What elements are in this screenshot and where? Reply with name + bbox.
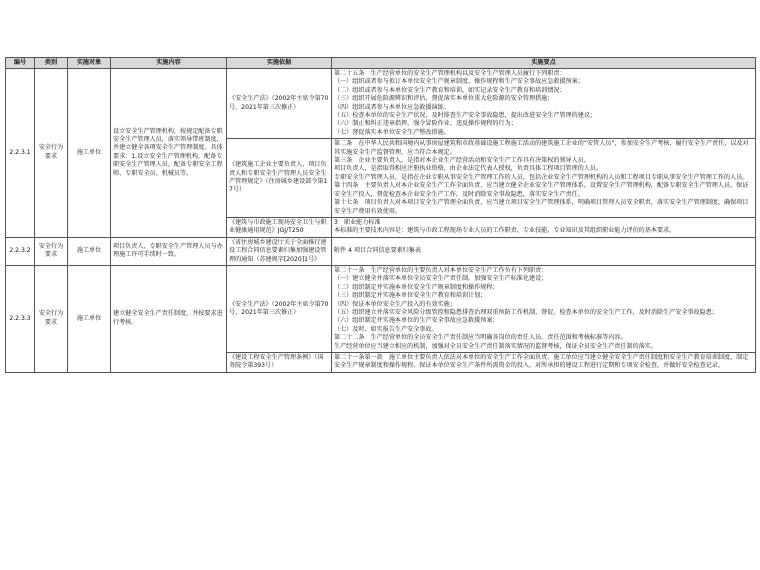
row-points [332,265,756,352]
point-line: 第二十五条 生产经营单位的安全生产管理机构以及安全生产管理人员履行下列职责： [334,70,566,77]
point-line: （六）制止和纠正违章指挥、强令冒险作业、违反操作规程的行为； [334,120,517,128]
row-category: 安全行为要求 [35,265,68,372]
row-category: 安全行为要求 [35,69,68,238]
table-row [6,69,756,139]
point-line: （五）组织建立并落实安全风险分级管控和隐患排查治理双重预防工作机制，督促、检查本单位的安全生产工作，及时消除生产安全事故隐患； [334,308,718,316]
point-line: 第二十一条 生产经营单位的主要负责人对本单位安全生产工作负有下列职责： [334,266,548,274]
header-target: 实施对象 [68,58,111,69]
row-points [332,139,756,218]
point-line: 第二条 在中华人民共和国境内从事房屋建筑和市政基础设施工程施工活动的建筑施工企业的“安管人员”，参加安全生产考核，履行安全生产责任，以及对其实施安全生产监督管理，应当符合本规定。 [334,140,749,156]
point-line: 第十七条 项目负责人对本项目安全生产管理全面负责，应当建立项目安全生产管理体系，明确项目管理人员安全职责，落实安全生产管理制度，确保项目安全生产费用有效使用。 [334,199,749,215]
point-line: 3 职业能力标准 [334,218,381,226]
point-line: 附件 4 项目合同信息要素归集表 [334,247,421,255]
table-row [6,265,756,352]
row-basis: 《建设工程安全生产管理条例》（国务院令第393号） [227,353,332,373]
row-points [332,237,756,265]
standard-table-container [5,57,755,373]
point-line: 生产经营单位应当建立相应的机制，加强对全员安全生产责任制落实情况的监督考核，保证全员安全生产责任制的落实。 [334,342,657,350]
header-content: 实施内容 [111,58,227,69]
row-basis: 《建筑施工企业主要负责人、项目负责人和专职安全生产管理人员安全生产管理规定》（住房城乡建设部令第17号） [227,139,332,218]
row-basis: 《安全生产法》（2002年主席令第70号，2021年第三次修正） [227,265,332,352]
header-basis: 实施依据 [227,58,332,69]
row-content: 设立安全生产管理机构，按规定配备专职安全生产管理人员，落实领导带班制度，并建立健全各项安全生产管理制度。具体要求：1.设立安全生产管理机构，配备专职安全生产管理人员，配备专职安全工程师、专职安全员、机械员等。 [111,69,227,238]
row-code: 2.2.3.3 [6,265,35,372]
point-line: （一）组织或者参与拟订本单位安全生产规章制度、操作规程和生产安全事故应急救援预案； [334,78,584,86]
point-line: 本标准的主要技术内容是：建筑与市政工程现场专业人员的工作职责、专业技能、专业知识及其组织职业能力评价的基本要求。 [334,227,676,235]
point-line: （四）保证本单位安全生产投入的有效实施； [334,300,456,308]
header-code: 编号 [6,58,35,69]
point-line: （一）建立健全并落实本单位全员安全生产责任制，加强安全生产标准化建设； [334,275,548,283]
point-line: 第三条 企业主要负责人，是指对本企业生产经营活动和安全生产工作具有决策权的领导人员。 [334,157,590,165]
point-line: 项目负责人，是指取得相应注册执业资格，由企业法定代表人授权，负责具体工程项目管理的人员。 [334,165,603,173]
point-line: （四）组织或者参与本单位应急救援演练； [334,103,450,111]
row-content: 建立健全安全生产责任制度，并按要求进行考核。 [111,265,227,372]
row-code: 2.2.3.2 [6,237,35,265]
point-line: （二）组织或者参与本单位安全生产教育和培训，如实记录安全生产教育和培训情况； [334,86,566,94]
safety-requirements-table [5,57,756,373]
point-line: （二）组织制定并实施本单位安全生产规章制度和操作规程； [334,283,499,291]
point-line: （七）督促落实本单位安全生产整改措施。 [334,128,450,136]
point-line: （六）组织制定并实施本单位的生产安全事故应急救援预案； [334,317,499,325]
row-target: 施工单位 [68,265,111,372]
row-category: 安全行为要求 [35,237,68,265]
table-header-row [6,58,756,69]
row-points [332,69,756,139]
point-line: （三）组织制定并实施本单位安全生产教育和培训计划； [334,292,487,300]
table-body [6,69,756,373]
point-line: 第二十一条第一款 施工单位主要负责人依法对本单位的安全生产工作全面负责。施工单位应当建立健全安全生产责任制度和安全生产教育培训制度，制定安全生产规章制度和操作规程，保证本单位安全生产条件所需资金的投入，对所承担的建设工程进行定期和专项安全检查，并做好安全检查记录。 [334,354,749,370]
point-line: 第十四条 主要负责人对本企业安全生产工作全面负责，应当建立健全企业安全生产管理体系，设置安全生产管理机构，配备专职安全生产管理人员，保证安全生产投入，督促检查本企业安全生产工作，及时消除安全事故隐患，落实安全生产责任。 [334,182,749,198]
row-basis: 《省住房城乡建设厅关于全面推行建设工程合同信息要素归集加强建设管理的通知（苏建规字[2020]1号》 [227,237,332,265]
point-line: （七）及时、如实报告生产安全事故。 [334,325,438,333]
row-code: 2.2.3.1 [6,69,35,238]
point-line: （五）检查本单位的安全生产状况，及时排查生产安全事故隐患，提出改进安全生产管理的建议； [334,112,597,120]
header-points: 实施要点 [332,58,756,69]
row-points [332,217,756,237]
row-points [332,353,756,373]
header-category: 类别 [35,58,68,69]
table-row [6,237,756,265]
row-content: 项目负责人、专职安全生产管理人员与办理施工许可手续时一致。 [111,237,227,265]
row-basis: 《安全生产法》（2002年主席令第70号，2021年第三次修正） [227,69,332,139]
point-line: （三）组织开展危险源辨识和评估，督促落实本单位重大危险源的安全管理措施； [334,95,554,103]
row-target: 施工单位 [68,69,111,238]
row-basis: 《建筑与市政施工现场安全卫生与职业健康通用规范》JGJ/T250 [227,217,332,237]
point-line: 专职安全生产管理人员，是指在企业专职从事安全生产管理工作的人员，包括企业安全生产管理机构的人员和工程项目专职从事安全生产管理工作的人员。 [334,173,749,181]
point-line: 第二十二条 生产经营单位的全员安全生产责任制应当明确各岗位的责任人员、责任范围和考核标准等内容。 [334,334,627,342]
row-target: 施工单位 [68,237,111,265]
